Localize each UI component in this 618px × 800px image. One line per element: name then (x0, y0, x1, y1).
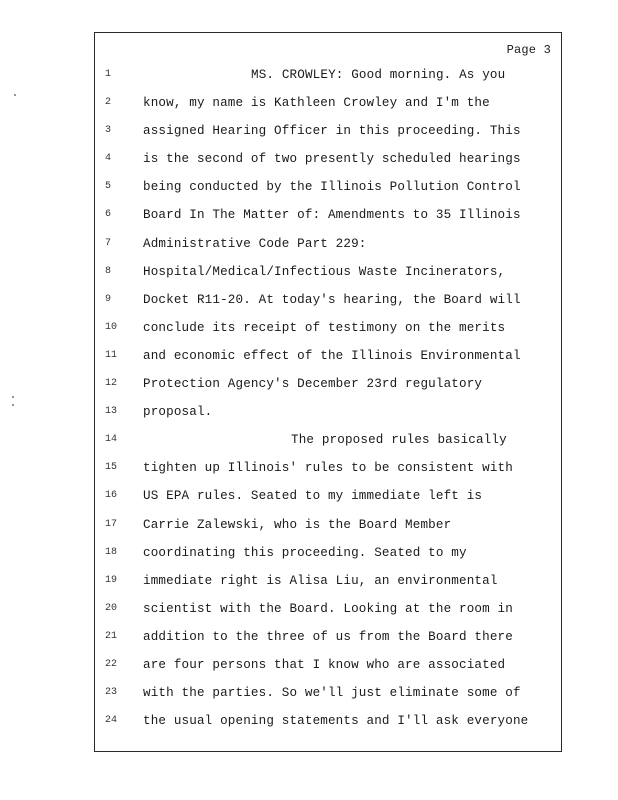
scan-speck (14, 94, 16, 96)
line-number: 9 (105, 293, 112, 305)
line-number: 3 (105, 125, 112, 137)
line-text: Board In The Matter of: Amendments to 35 Illinois (143, 208, 521, 223)
transcript-line (95, 230, 561, 258)
line-text: The proposed rules basically (291, 433, 507, 448)
line-text: know, my name is Kathleen Crowley and I'm the (143, 96, 490, 111)
transcript-line (95, 623, 561, 651)
transcript-line (95, 426, 561, 454)
transcript-line (95, 173, 561, 201)
transcript-line (95, 398, 561, 426)
transcript-line (95, 511, 561, 539)
line-number: 4 (105, 153, 112, 165)
transcript-line (95, 651, 561, 679)
scan-speck (12, 404, 14, 406)
transcript-line (95, 539, 561, 567)
line-number: 7 (105, 237, 112, 249)
transcript-line (95, 314, 561, 342)
line-text: Protection Agency's December 23rd regulatory (143, 377, 483, 392)
line-text: proposal. (143, 405, 213, 420)
line-number: 5 (105, 181, 112, 193)
line-number: 24 (105, 715, 118, 727)
line-text: coordinating this proceeding. Seated to my (143, 545, 467, 560)
line-text: the usual opening statements and I'll ask everyone (143, 714, 529, 729)
line-text: scientist with the Board. Looking at the room in (143, 601, 513, 616)
line-text: being conducted by the Illinois Pollution Control (143, 180, 521, 195)
line-number: 6 (105, 209, 112, 221)
line-text: US EPA rules. Seated to my immediate left is (143, 489, 483, 504)
transcript-page (94, 32, 562, 752)
line-text: Administrative Code Part 229: (143, 236, 367, 251)
page-number: Page 3 (506, 43, 551, 57)
line-number: 13 (105, 406, 118, 418)
line-text: MS. CROWLEY: Good morning. As you (251, 68, 506, 82)
line-number: 23 (105, 687, 118, 699)
line-number: 2 (105, 97, 112, 109)
line-number: 14 (105, 434, 118, 446)
line-text: tighten up Illinois' rules to be consistent with (143, 461, 513, 476)
line-number: 8 (105, 265, 112, 277)
line-number: 22 (105, 658, 118, 670)
line-number: 11 (105, 349, 118, 361)
transcript-line (95, 454, 561, 482)
line-text: with the parties. So we'll just eliminate some of (143, 686, 521, 701)
transcript-line (95, 679, 561, 707)
line-text: immediate right is Alisa Liu, an environmental (143, 573, 498, 588)
line-text: Docket R11-20. At today's hearing, the Board will (143, 292, 521, 307)
line-number: 21 (105, 630, 118, 642)
transcript-line (95, 370, 561, 398)
transcript-line (95, 342, 561, 370)
transcript-line (95, 201, 561, 229)
transcript-line (95, 595, 561, 623)
line-number: 15 (105, 462, 118, 474)
line-text: addition to the three of us from the Board there (143, 629, 513, 644)
line-number: 19 (105, 574, 118, 586)
transcript-line (95, 258, 561, 286)
line-text: Hospital/Medical/Infectious Waste Incinerators, (143, 264, 506, 279)
line-number: 12 (105, 378, 118, 390)
line-text: conclude its receipt of testimony on the merits (143, 320, 506, 335)
transcript-line (95, 61, 561, 89)
line-text: assigned Hearing Officer in this proceeding. This (143, 124, 521, 139)
transcript-line (95, 89, 561, 117)
line-number: 17 (105, 518, 118, 530)
line-number: 20 (105, 602, 118, 614)
transcript-lines (95, 61, 561, 735)
line-text: and economic effect of the Illinois Environmental (143, 348, 521, 363)
transcript-line (95, 707, 561, 735)
line-text: Carrie Zalewski, who is the Board Member (143, 517, 452, 532)
transcript-line (95, 117, 561, 145)
line-number: 16 (105, 490, 118, 502)
transcript-line (95, 567, 561, 595)
line-number: 1 (105, 69, 112, 80)
line-text: is the second of two presently scheduled hearings (143, 152, 521, 167)
transcript-line (95, 286, 561, 314)
line-text: are four persons that I know who are associated (143, 657, 506, 672)
transcript-line (95, 482, 561, 510)
transcript-line (95, 145, 561, 173)
scan-speck (12, 396, 14, 398)
line-number: 10 (105, 321, 118, 333)
line-number: 18 (105, 546, 118, 558)
